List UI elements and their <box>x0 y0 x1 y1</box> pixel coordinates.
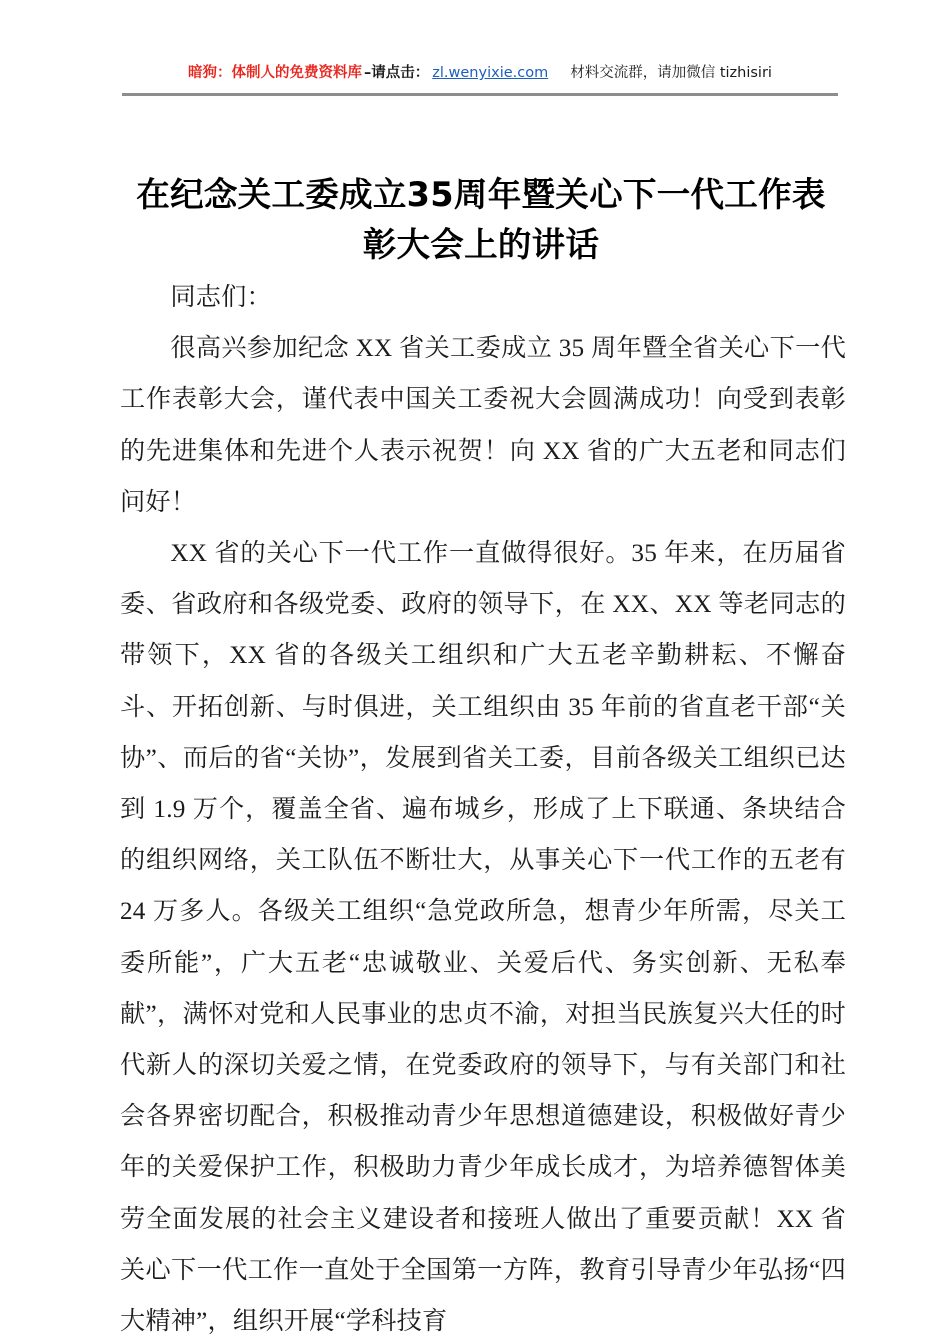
promo-brand-text: 暗狗：体制人的免费资料库 <box>188 65 363 81</box>
document-title: 在纪念关工委成立35周年暨关心下一代工作表彰大会上的讲话 <box>136 175 826 265</box>
header-divider-rule <box>122 93 838 96</box>
document-body <box>120 272 846 1344</box>
promo-wechat-note: 材料交流群，请加微信 tizhisiri <box>570 65 772 81</box>
promo-header-banner <box>122 62 838 92</box>
body-paragraph-1: 很高兴参加纪念 XX 省关工委成立 35 周年暨全省关心下一代工作表彰大会，谨代表中国关工委祝大会圆满成功！向受到表彰的先进集体和先进个人表示祝贺！向 XX 省的广大五老和同志们问好！ <box>120 335 846 516</box>
promo-click-prompt: –请点击： <box>364 65 430 81</box>
promo-website-link[interactable]: zl.wenyixie.com <box>432 65 549 81</box>
body-paragraph-2: XX 省的关心下一代工作一直做得很好。35 年来，在历届省委、省政府和各级党委、政府的领导下，在 XX、XX 等老同志的带领下，XX 省的各级关工组织和广大五老辛勤耕耘、不懈奋斗、开拓创新、与时俱进，关工组织由 35 年前的省直老干部“关协”、而后的省“关协”，发展到省关工委，目前各级关工组织已达到 1.9 万个，覆盖全省、遍布城乡，形成了上下联通、条块结合的组织网络，关工队伍不断壮大，从事关心下一代工作的五老有 24 万多人。各级关工组织“急党政所急，想青少年所需，尽关工委所能”，广大五老“忠诚敬业、关爱后代、务实创新、无私奉献”，满怀对党和人民事业的忠贞不渝，对担当民族复兴大任的时代新人的深切关爱之情，在党委政府的领导下，与有关部门和社会各界密切配合，积极推动青少年思想道德建设，积极做好青少年的关爱保护工作，积极助力青少年成长成才，为培养德智体美劳全面发展的社会主义建设者和接班人做出了重要贡献！XX 省关心下一代工作一直处于全国第一方阵，教育引导青少年弘扬“四大精神”，组织开展“学科技育 <box>120 540 846 1336</box>
salutation-line: 同志们： <box>170 284 272 311</box>
